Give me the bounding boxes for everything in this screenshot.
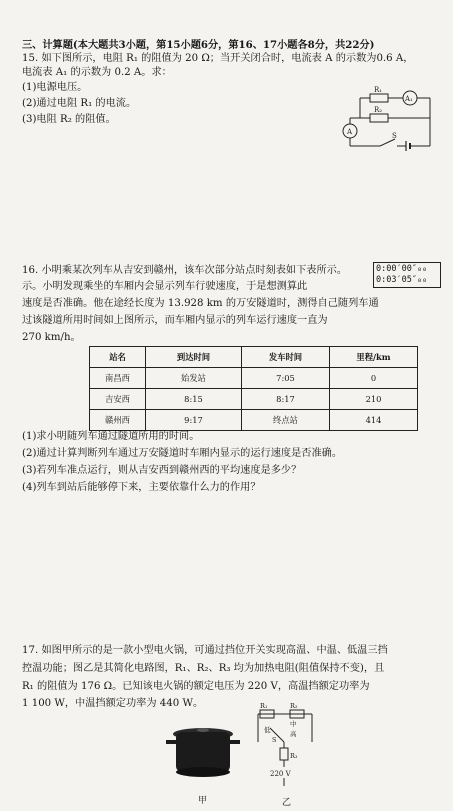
a1-label: A₁ <box>405 95 413 103</box>
q16-line-2: 示。小明发现乘坐的车厢内会显示列车行驶速度，于是想测算此 <box>22 281 308 292</box>
q15-sub-3: (3)电阻 R₂ 的阻值。 <box>22 114 116 125</box>
label-zhong: 中 <box>290 720 297 728</box>
q15-sub-1: (1)电源电压。 <box>22 82 88 93</box>
table-cell: 7:05 <box>242 368 330 389</box>
table-header: 发车时间 <box>242 347 330 368</box>
table-header: 到达时间 <box>146 347 242 368</box>
table-cell: 210 <box>330 389 418 410</box>
q15-line-1: 15. 如下图所示，电阻 R₁ 的阻值为 20 Ω；当开关闭合时，电流表 A 的示数为0.6 A， <box>22 53 414 64</box>
table-cell: 终点站 <box>242 410 330 431</box>
table-row <box>90 368 418 389</box>
q15-sub-2: (2)通过电阻 R₁ 的电流。 <box>22 98 137 109</box>
r2-label: R₂ <box>374 106 383 114</box>
table-cell: 赣州西 <box>90 410 146 431</box>
section-heading: 三、计算题(本大题共3小题，第15小题6分，第16、17小题各8分，共22分) <box>22 39 375 51</box>
r2-label: R₂ <box>290 702 298 710</box>
table-row <box>90 389 418 410</box>
fig-yi-label: 乙 <box>282 798 292 808</box>
table-cell: 8:15 <box>146 389 242 410</box>
q16-line-3: 速度是否准确。他在途经长度为 13.928 km 的万安隧道时，测得自己随列车通 <box>22 298 379 309</box>
table-cell: 吉安西 <box>90 389 146 410</box>
table-header: 里程/km <box>330 347 418 368</box>
switch-label: S <box>272 736 277 744</box>
table-header-row <box>90 347 418 368</box>
schedule-table <box>89 346 418 431</box>
resistor-r2 <box>370 114 388 122</box>
stopwatch-start: 0:00′00″₀₀ <box>376 264 428 274</box>
s-label: S <box>392 132 397 140</box>
q16-sub-3: (3)若列车准点运行，则从吉安西到赣州西的平均速度是多少？ <box>22 465 302 476</box>
stopwatch-display <box>373 262 441 288</box>
label-gao: 高 <box>290 730 297 738</box>
voltage-label: 220 V <box>270 770 291 778</box>
q17-line-1: 17. 如图甲所示的是一款小型电火锅，可通过挡位开关实现高温、中温、低温三挡 <box>22 645 388 656</box>
resistor-r1 <box>370 94 388 102</box>
q17-line-4: 1 100 W，中温挡额定功率为 440 W。 <box>22 698 204 709</box>
label-di: 低 <box>264 726 271 734</box>
q15-line-2: 电流表 A₁ 的示数为 0.2 A。求： <box>22 67 172 78</box>
table-cell: 南昌西 <box>90 368 146 389</box>
table-cell: 8:17 <box>242 389 330 410</box>
stopwatch-end: 0:03′05″₀₀ <box>376 275 428 285</box>
table-row <box>90 410 418 431</box>
table-header: 站名 <box>90 347 146 368</box>
q16-sub-1: (1)求小明随列车通过隧道所用的时间。 <box>22 431 200 442</box>
q17-circuit-diagram <box>250 702 320 794</box>
q15-circuit-diagram <box>330 86 440 156</box>
table-cell: 0 <box>330 368 418 389</box>
q17-line-3: R₁ 的阻值为 176 Ω。已知该电火锅的额定电压为 220 V，高温挡额定功率为 <box>22 681 370 692</box>
q16-sub-4: (4)列车到站后能够停下来，主要依靠什么力的作用？ <box>22 482 261 493</box>
fig-jia-label: 甲 <box>198 796 208 806</box>
r1-label: R₁ <box>260 702 268 710</box>
a-label: A <box>347 128 353 136</box>
q16-sub-2: (2)通过计算判断列车通过万安隧道时车厢内显示的运行速度是否准确。 <box>22 448 343 459</box>
table-cell: 9:17 <box>146 410 242 431</box>
q16-line-4: 过该隧道所用时间如上图所示，而车厢内显示的列车运行速度一直为 <box>22 315 328 326</box>
q16-line-5: 270 km/h。 <box>22 332 81 343</box>
r1-label: R₁ <box>374 86 383 94</box>
q17-line-2: 控温功能；图乙是其简化电路图，R₁、R₂、R₃ 均为加热电阻(阻值保持不变)，且 <box>22 663 385 674</box>
q16-line-1: 16. 小明乘某次列车从吉安到赣州，该车次部分站点时刻表如下表所示。 <box>22 265 348 276</box>
hotpot-image <box>158 722 248 792</box>
r3-label: R₃ <box>290 752 298 760</box>
table-cell: 始发站 <box>146 368 242 389</box>
table-cell: 414 <box>330 410 418 431</box>
